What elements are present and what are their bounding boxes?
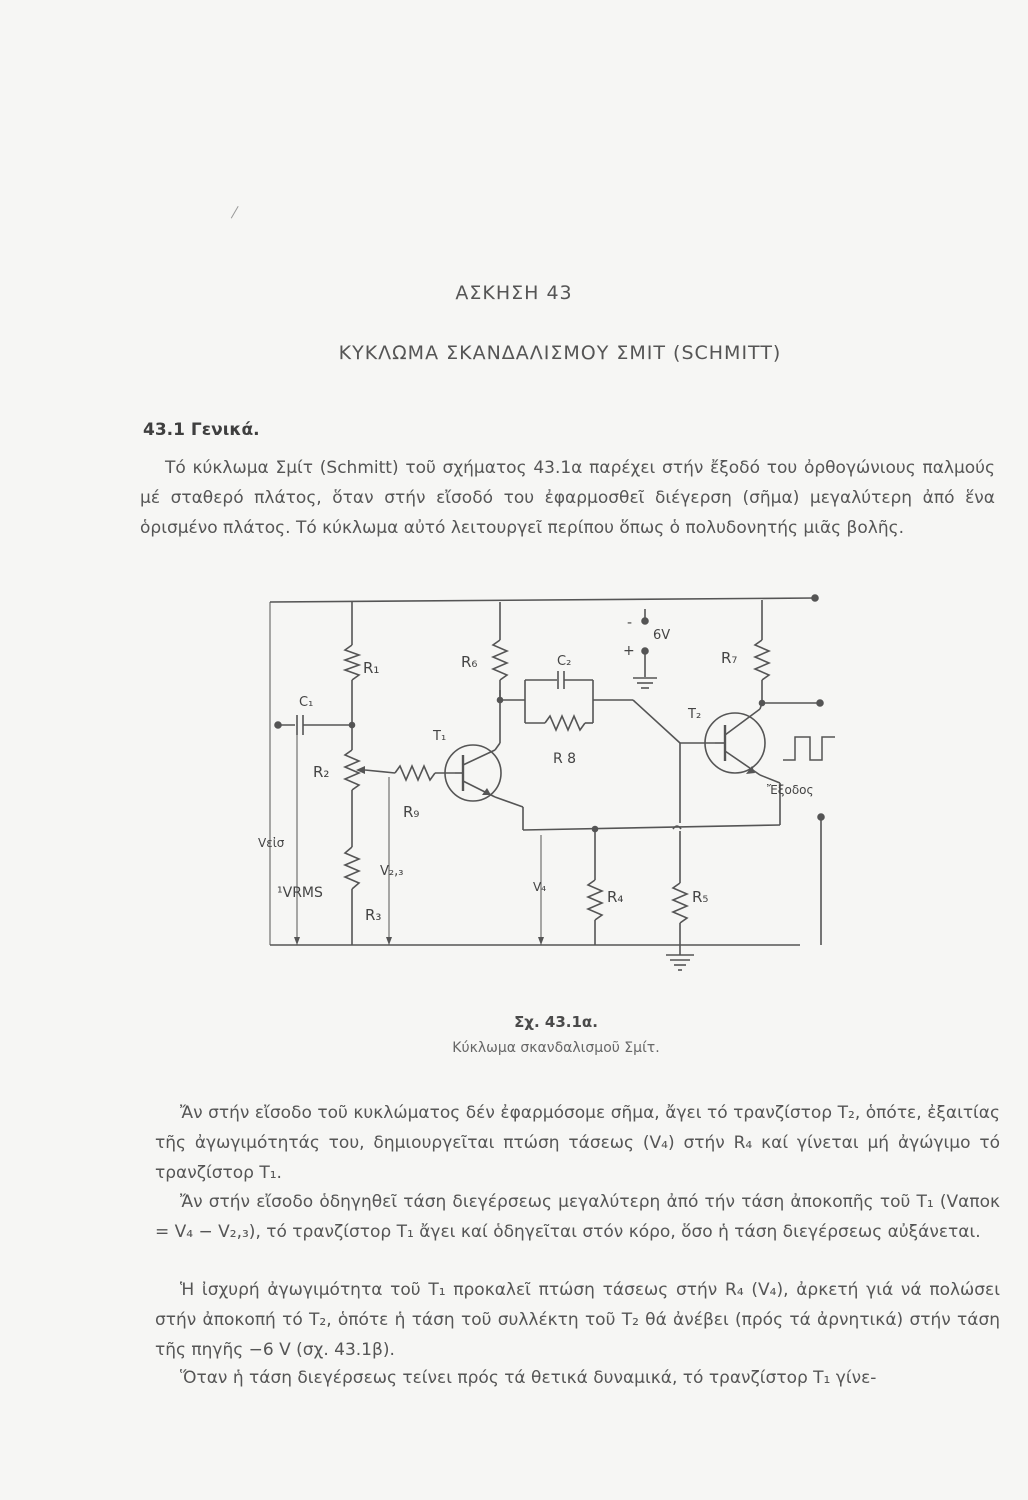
t1-collector-wire	[495, 743, 500, 750]
v23-arrowhead	[386, 937, 392, 945]
output-pulse-waveform	[783, 737, 835, 760]
label-output: Ἔξοδος	[767, 783, 814, 797]
label-plus: +	[623, 643, 635, 659]
output-terminal-top	[817, 700, 823, 706]
paragraph-intro: Τό κύκλωμα Σμίτ (Schmitt) τοῦ σχήματος 43.1α παρέχει στήν ἔξοδό του ὀρθογώνιους παλμούς μέ σταθερό πλάτος, ὅταν στήν εἴσοδό του ἐφαρμοσθεῖ διέγερση (σῆμα) μεγαλύτερη ἀπό ἕνα ὁρισμένο πλάτος. Τό κύκλωμα αὐτό λειτουργεῖ περίπου ὅπως ὁ πολυδονητής μιᾶς βολῆς.	[140, 458, 995, 538]
v4-arrowhead	[538, 937, 544, 945]
t2-base-diagonal-wire	[633, 700, 680, 743]
top-terminal	[812, 595, 818, 601]
label-r3: R₃	[365, 906, 382, 924]
top-rail-wire	[270, 598, 815, 602]
vin-arrowhead	[294, 937, 300, 945]
r9-resistor	[395, 766, 435, 780]
t2-emitter-wire	[760, 775, 780, 783]
label-r2: R₂	[313, 763, 330, 781]
label-r6: R₆	[461, 653, 478, 671]
schmitt-trigger-schematic	[255, 585, 835, 980]
label-vrms: ¹VRMS	[277, 885, 323, 901]
r1-resistor	[345, 645, 359, 680]
label-v23: V₂,₃	[380, 864, 404, 879]
emitter-common-wire	[523, 825, 780, 830]
label-v4: V₄	[533, 880, 547, 894]
paragraph-no-signal: Ἄν στήν εἴσοδο τοῦ κυκλώματος δέν ἐφαρμόσομε σῆμα, ἄγει τό τρανζίστορ Τ₂, ὁπότε, ἐξαιτίας τῆς ἀγωγιμότητάς του, δημιουργεῖται πτώση τάσεως (V₄) στήν R₄ καί γίνεται μή ἀγώγιμο τό τρανζίστορ Τ₁.	[155, 1103, 1000, 1183]
battery-plus-terminal	[642, 648, 648, 654]
label-c1: C₁	[299, 695, 314, 710]
r8-resistor	[545, 716, 585, 730]
figure-caption-text: Κύκλωμα σκανδαλισμοῦ Σμίτ.	[452, 1040, 660, 1056]
label-r1: R₁	[363, 659, 380, 677]
c1-junction	[350, 723, 355, 728]
paragraph-positive: Ὅταν ἡ τάση διεγέρσεως τείνει πρός τά θετικά δυναμικά, τό τρανζίστορ Τ₁ γίνε-	[180, 1368, 877, 1388]
wiper-wire	[365, 770, 395, 773]
label-r7: R₇	[721, 649, 738, 667]
label-r8: R 8	[553, 751, 577, 767]
stray-pen-mark	[231, 206, 241, 220]
r4-junction	[593, 827, 598, 832]
label-6v: 6V	[653, 628, 671, 643]
label-vin: Vεἰσ	[258, 836, 285, 850]
figure-caption-number: Σχ. 43.1α.	[514, 1013, 598, 1031]
section-heading: 43.1 Γενικά.	[143, 420, 260, 440]
label-r4: R₄	[607, 888, 624, 906]
r7-resistor	[755, 640, 769, 680]
r5-resistor	[673, 883, 687, 923]
label-t1: T₁	[433, 729, 447, 744]
r3-resistor	[345, 847, 359, 889]
battery-minus-terminal	[642, 618, 648, 624]
label-c2: C₂	[557, 654, 572, 669]
r6-resistor	[493, 640, 507, 680]
r4-resistor	[588, 880, 602, 920]
label-r5: R₅	[692, 888, 709, 906]
t1-emitter-wire	[495, 797, 523, 807]
label-r9: R₉	[403, 803, 420, 821]
paragraph-excitation: Ἄν στήν εἴσοδο ὁδηγηθεῖ τάση διεγέρσεως μεγαλύτερη ἀπό τήν τάση ἀποκοπῆς τοῦ Τ₁ (Vαποκ = V₄ − V₂,₃), τό τρανζίστορ Τ₁ ἄγει καί ὁδηγεῖται στόν κόρο, ὅσο ἡ τάση διεγέρσεως αὐξάνεται.	[155, 1192, 1000, 1242]
output-terminal-bottom	[818, 814, 824, 820]
exercise-number: ΑΣΚΗΣΗ 43	[455, 282, 573, 304]
exercise-title: ΚΥΚΛΩΜΑ ΣΚΑΝΔΑΛΙΣΜΟΥ ΣΜΙΤ (SCHMITT)	[338, 342, 782, 364]
t1-collector-lead	[463, 750, 495, 765]
paragraph-conduction: Ἡ ἰσχυρή ἀγωγιμότητα τοῦ Τ₁ προκαλεῖ πτώση τάσεως στήν R₄ (V₄), ἀρκετή γιά νά πολώσει στήν ἀποκοπή τό Τ₂, ὁπότε ἡ τάση τοῦ συλλέκτη τοῦ Τ₂ θά ἀνέβει (πρός τά ἀρνητικά) στήν τάση τῆς πηγῆς −6 V (σχ. 43.1β).	[155, 1280, 1000, 1360]
label-t2: T₂	[688, 707, 702, 722]
label-minus: -	[627, 615, 633, 631]
